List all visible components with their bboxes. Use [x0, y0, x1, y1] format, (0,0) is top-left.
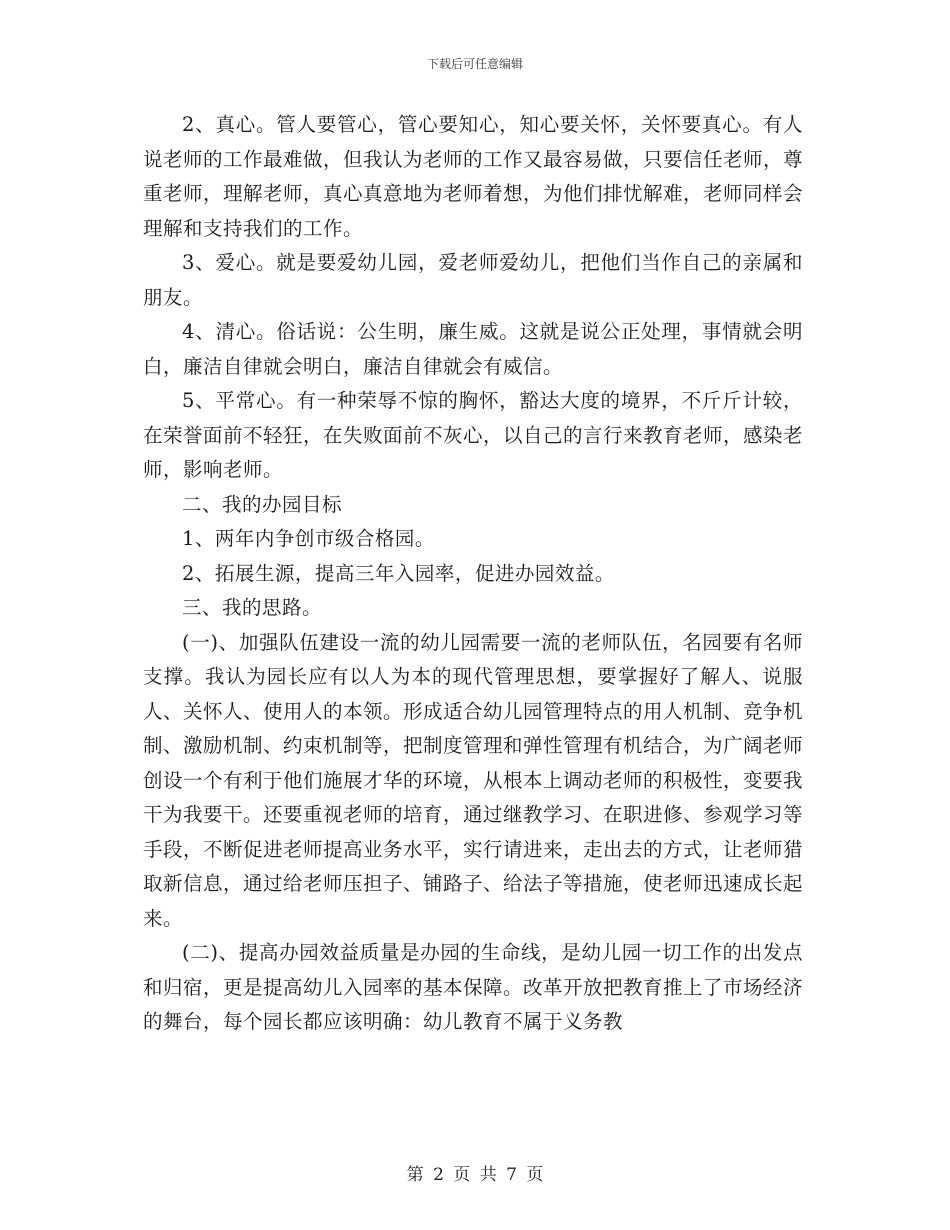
paragraph-2: 3、爱心。就是要爱幼儿园，爱老师爱幼儿，把他们当作自己的亲属和朋友。: [143, 251, 803, 309]
paragraph-3: 4、清心。俗话说：公生明，廉生威。这就是说公正处理，事情就会明白，廉洁自律就会明白，廉洁自律就会有威信。: [143, 320, 803, 378]
section-heading-2: 二、我的办园目标: [182, 492, 343, 516]
paragraph-1: 2、真心。管人要管心，管心要知心，知心要关怀，关怀要真心。有人说老师的工作最难做，但我认为老师的工作又最容易做，只要信任老师，尊重老师，理解老师，真心真意地为老师着想，为他们排忧解难，老师同样会理解和支持我们的工作。: [143, 113, 804, 240]
page-header: 下载后可任意编辑: [426, 57, 523, 71]
document-body: [143, 108, 803, 1040]
page-footer: 第 2 页 共 7 页: [406, 1165, 544, 1185]
paragraph-goal-2: 2、拓展生源，提高三年入园率，促进办园效益。: [182, 561, 615, 585]
paragraph-idea-1: (一)、加强队伍建设一流的幼儿园需要一流的老师队伍，名园要有名师支撑。我认为园长应有以人为本的现代管理思想，要掌握好了解人、说服人、关怀人、使用人的本领。形成适合幼儿园管理特点的用人机制、竞争机制、激励机制、约束机制等，把制度管理和弹性管理有机结合，为广阔老师创设一个有利于他们施展才华的环境，从根本上调动老师的积极性，变要我干为我要干。还要重视老师的培育，通过继教学习、在职进修、参观学习等手段，不断促进老师提高业务水平，实行请进来，走出去的方式，让老师猎取新信息，通过给老师压担子、铺路子、给法子等措施，使老师迅速成长起来。: [143, 630, 804, 930]
paragraph-goal-1: 1、两年内争创市级合格园。: [182, 527, 435, 550]
section-heading-3: 三、我的思路。: [182, 596, 323, 619]
paragraph-idea-2: (二)、提高办园效益质量是办园的生命线，是幼儿园一切工作的出发点和归宿，更是提高幼儿入园率的基本保障。改革开放把教育推上了市场经济的舞台，每个园长都应该明确：幼儿教育不属于义务教: [143, 941, 804, 1033]
paragraph-4: 5、平常心。有一种荣辱不惊的胸怀，豁达大度的境界，不斤斤计较，在荣誉面前不轻狂，在失败面前不灰心，以自己的言行来教育老师，感染老师，影响老师。: [143, 389, 804, 481]
